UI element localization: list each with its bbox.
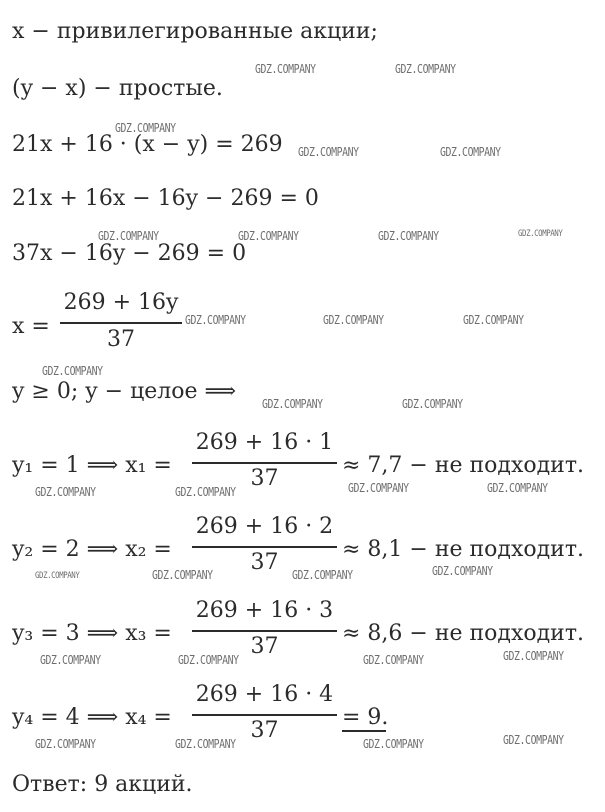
answer-line: Ответ: 9 акций. [12,772,193,797]
watermark: GDZ.COMPANY [298,145,359,159]
x-equals-label: x = [12,314,50,339]
watermark: GDZ.COMPANY [348,481,409,495]
equation-line-2: 21x + 16x − 16y − 269 = 0 [12,186,319,211]
row4-fraction-bar [192,714,337,716]
watermark: GDZ.COMPANY [175,485,236,499]
watermark: GDZ.COMPANY [503,733,564,747]
watermark: GDZ.COMPANY [363,653,424,667]
watermark: GDZ.COMPANY [402,397,463,411]
row4-numerator: 269 + 16 · 4 [195,682,334,707]
row1-fraction-bar [192,462,337,464]
watermark: GDZ.COMPANY [238,229,299,243]
row4-lhs: y₄ = 4 ⟹ x₄ = [12,705,172,730]
watermark: GDZ.COMPANY [98,229,159,243]
row3-denominator: 37 [250,634,279,659]
fraction-numerator: 269 + 16y [63,290,179,315]
row2-lhs: y₂ = 2 ⟹ x₂ = [12,537,172,562]
row4-result: = 9. [342,705,389,730]
watermark: GDZ.COMPANY [323,313,384,327]
answer-underline [342,730,386,732]
watermark: GDZ.COMPANY [178,653,239,667]
watermark: GDZ.COMPANY [35,485,96,499]
watermark: GDZ.COMPANY [115,121,176,135]
watermark: GDZ.COMPANY [40,653,101,667]
watermark: GDZ.COMPANY [175,737,236,751]
watermark: GDZ.COMPANY [395,62,456,76]
row1-result: ≈ 7,7 − не подходит. [342,453,584,478]
row3-fraction-bar [192,630,337,632]
row2-fraction-bar [192,546,337,548]
fraction-denominator: 37 [107,327,135,352]
row2-result: ≈ 8,1 − не подходит. [342,537,584,562]
watermark: GDZ.COMPANY [292,568,353,582]
row2-numerator: 269 + 16 · 2 [195,514,334,539]
watermark: GDZ.COMPANY [463,313,524,327]
row3-result: ≈ 8,6 − не подходит. [342,621,584,646]
watermark: GDZ.COMPANY [503,649,564,663]
row1-denominator: 37 [250,466,279,491]
watermark: GDZ.COMPANY [42,364,103,378]
watermark: GDZ.COMPANY [363,737,424,751]
row2-denominator: 37 [250,550,279,575]
condition-line: y ≥ 0; y − целое ⟹ [12,379,237,404]
watermark: GDZ.COMPANY [378,229,439,243]
row1-lhs: y₁ = 1 ⟹ x₁ = [12,453,172,478]
watermark: GDZ.COMPANY [487,481,548,495]
text-line-definition-preferred: x − привилегированные акции; [12,19,378,44]
watermark: GDZ.COMPANY [262,397,323,411]
equation-line-3: 37x − 16y − 269 = 0 [12,241,247,266]
watermark: GDZ.COMPANY [35,571,80,581]
watermark: GDZ.COMPANY [432,564,493,578]
fraction-bar [60,322,182,324]
equation-line-1: 21x + 16 · (x − y) = 269 [12,132,283,157]
watermark: GDZ.COMPANY [152,568,213,582]
watermark: GDZ.COMPANY [518,229,563,239]
row3-numerator: 269 + 16 · 3 [195,598,334,623]
watermark: GDZ.COMPANY [255,62,316,76]
fraction-x-formula [60,290,182,360]
watermark: GDZ.COMPANY [35,737,96,751]
row3-lhs: y₃ = 3 ⟹ x₃ = [12,621,172,646]
row1-numerator: 269 + 16 · 1 [195,430,334,455]
watermark: GDZ.COMPANY [185,313,246,327]
text-line-definition-common: (y − x) − простые. [12,76,223,101]
watermark: GDZ.COMPANY [440,145,501,159]
row4-denominator: 37 [250,718,279,743]
